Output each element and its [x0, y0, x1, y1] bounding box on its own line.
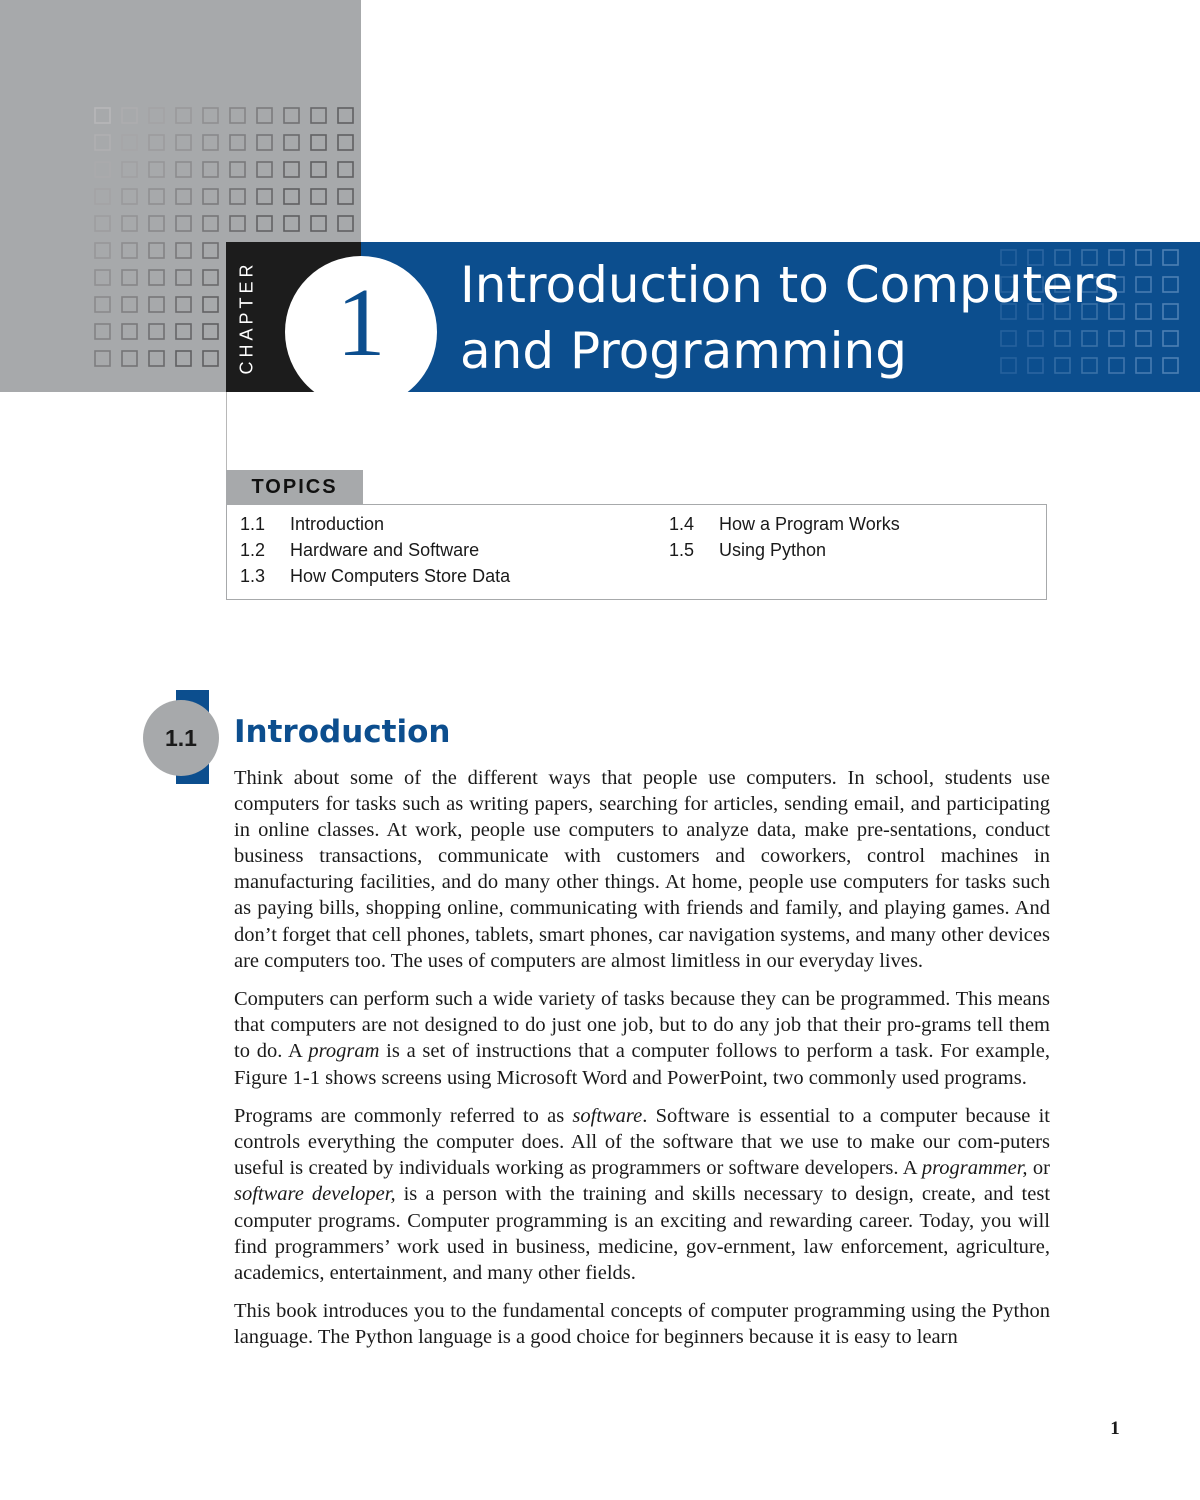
topic-number: 1.3 [240, 566, 266, 586]
decorative-square [230, 216, 245, 231]
decorative-square [230, 108, 245, 123]
paragraph-text: Programs are commonly referred to as [234, 1105, 573, 1128]
chapter-title-line-2: and Programming [460, 322, 907, 380]
page-number: 1 [1110, 1418, 1120, 1439]
decorative-square [95, 189, 110, 204]
paragraph-text: This book introduces you to the fundamental concepts of computer programming using the Python language. The Python language is a good choice for beginners because it is easy to learn [234, 1300, 1050, 1349]
topic-label: How Computers Store Data [290, 566, 511, 586]
decorative-square [311, 162, 326, 177]
topic-item[interactable] [240, 537, 479, 563]
section-number: 1.1 [165, 724, 197, 751]
decorative-square [122, 270, 137, 285]
decorative-square [149, 270, 164, 285]
decorative-square [230, 162, 245, 177]
decorative-square [176, 297, 191, 312]
chapter-label: CHAPTER [236, 259, 257, 375]
decorative-square [149, 351, 164, 366]
decorative-square [95, 243, 110, 258]
paragraph-text: Think about some of the different ways that people use computers. In school, students use computers for tasks such as writing papers, searching for articles, sending email, and participating in online classes. At work, people use computers to analyze data, make pre-sentations, conduct business transactions, communicate with customers and coworkers, control machines in manufacturing facilities, and do many other things. At home, people use computers for tasks such as paying bills, shopping online, communicating with friends and family, and playing games. And don’t forget that cell phones, tablets, smart phones, car navigation systems, and many other devices are computers too. The uses of computers are almost limitless in our everyday lives. [234, 767, 1050, 972]
emphasized-term: software [572, 1105, 643, 1128]
decorative-square [230, 135, 245, 150]
decorative-square [176, 108, 191, 123]
body-paragraph [234, 986, 1050, 1090]
decorative-square [122, 189, 137, 204]
chapter-title-line-1: Introduction to Computers [460, 256, 1120, 314]
decorative-square [230, 189, 245, 204]
decorative-square [284, 135, 299, 150]
decorative-square [95, 270, 110, 285]
decorative-square [257, 162, 272, 177]
decorative-square [176, 243, 191, 258]
paragraph-text: Computers can perform such a wide variety of tasks because they can be programmed. This means that computers are not designed to do just one job, but to do any job that their pro-grams tell them to do. A [234, 988, 1050, 1063]
chapter-number-circle [285, 256, 437, 392]
header-divider-line [226, 392, 227, 470]
decorative-square [122, 108, 137, 123]
decorative-square [284, 216, 299, 231]
topic-label: How a Program Works [719, 514, 900, 534]
chapter-number: 1 [336, 269, 386, 377]
topic-item[interactable] [669, 511, 900, 537]
decorative-square [122, 351, 137, 366]
emphasized-term: programmer, [921, 1157, 1028, 1180]
decorative-square [176, 216, 191, 231]
decorative-square [338, 216, 353, 231]
decorative-square [122, 162, 137, 177]
topic-item[interactable] [240, 563, 510, 589]
decorative-square [95, 135, 110, 150]
section-body [234, 765, 1050, 1363]
decorative-square [338, 135, 353, 150]
topic-label: Hardware and Software [290, 540, 480, 560]
decorative-square [311, 216, 326, 231]
decorative-square [149, 162, 164, 177]
decorative-square [149, 135, 164, 150]
decorative-square [311, 135, 326, 150]
chapter-title [460, 252, 1180, 384]
decorative-square [257, 216, 272, 231]
topic-number: 1.5 [669, 540, 695, 560]
decorative-square [149, 324, 164, 339]
decorative-square [203, 189, 218, 204]
decorative-square [203, 351, 218, 366]
decorative-square [176, 324, 191, 339]
decorative-square [203, 216, 218, 231]
topic-number: 1.2 [240, 540, 266, 560]
body-paragraph [234, 1103, 1050, 1286]
decorative-square [149, 243, 164, 258]
decorative-square [95, 162, 110, 177]
decorative-square [95, 297, 110, 312]
decorative-square [257, 108, 272, 123]
decorative-square [338, 108, 353, 123]
decorative-square [203, 324, 218, 339]
decorative-square [338, 189, 353, 204]
decorative-square [176, 189, 191, 204]
paragraph-text: . Software is essential to a computer because it controls everything the computer does. All of the software that we use to make our com-puters useful is created by individuals working as programmers or software developers. A [234, 1105, 1050, 1180]
section-title: Introduction [234, 714, 451, 750]
decorative-square [311, 108, 326, 123]
decorative-square [284, 189, 299, 204]
paragraph-text: is a set of instructions that a computer follows to perform a task. For example, Figure 1-1 shows screens using Microsoft Word and PowerPoint, two commonly used programs. [234, 1040, 1051, 1089]
decorative-square [203, 108, 218, 123]
decorative-square [176, 162, 191, 177]
decorative-square [122, 324, 137, 339]
decorative-square [257, 135, 272, 150]
decorative-square [203, 297, 218, 312]
decorative-square [122, 135, 137, 150]
topic-label: Using Python [719, 540, 827, 560]
paragraph-text: is a person with the training and skills necessary to design, create, and test computer programs. Computer programming is an exciting and rewarding career. Today, you will find programmers’ work used in business, medicine, gov-ernment, law enforcement, agriculture, academics, entertainment, and many other fields. [234, 1183, 1051, 1284]
decorative-square [176, 135, 191, 150]
topic-item[interactable] [669, 537, 826, 563]
body-paragraph [234, 765, 1050, 974]
decorative-square [95, 351, 110, 366]
decorative-square [203, 270, 218, 285]
decorative-square [149, 189, 164, 204]
topic-item[interactable] [240, 511, 384, 537]
topic-number: 1.1 [240, 514, 266, 534]
decorative-square [122, 216, 137, 231]
body-paragraph [234, 1298, 1050, 1350]
decorative-square [257, 189, 272, 204]
section-number-badge [143, 700, 219, 776]
decorative-square [203, 162, 218, 177]
topic-label: Introduction [290, 514, 385, 534]
decorative-square [149, 108, 164, 123]
decorative-square [149, 216, 164, 231]
decorative-square [122, 243, 137, 258]
decorative-square [203, 135, 218, 150]
emphasized-term: software developer, [234, 1183, 396, 1206]
decorative-square [176, 270, 191, 285]
decorative-square [284, 162, 299, 177]
decorative-square [95, 216, 110, 231]
topic-number: 1.4 [669, 514, 695, 534]
decorative-square [338, 162, 353, 177]
topics-heading: TOPICS [226, 470, 363, 504]
decorative-square [311, 189, 326, 204]
emphasized-term: program [308, 1040, 380, 1063]
decorative-square [203, 243, 218, 258]
decorative-square [176, 351, 191, 366]
decorative-square [149, 297, 164, 312]
decorative-square [122, 297, 137, 312]
decorative-square [95, 324, 110, 339]
paragraph-text: or [1027, 1157, 1050, 1180]
decorative-square [284, 108, 299, 123]
decorative-square [95, 108, 110, 123]
